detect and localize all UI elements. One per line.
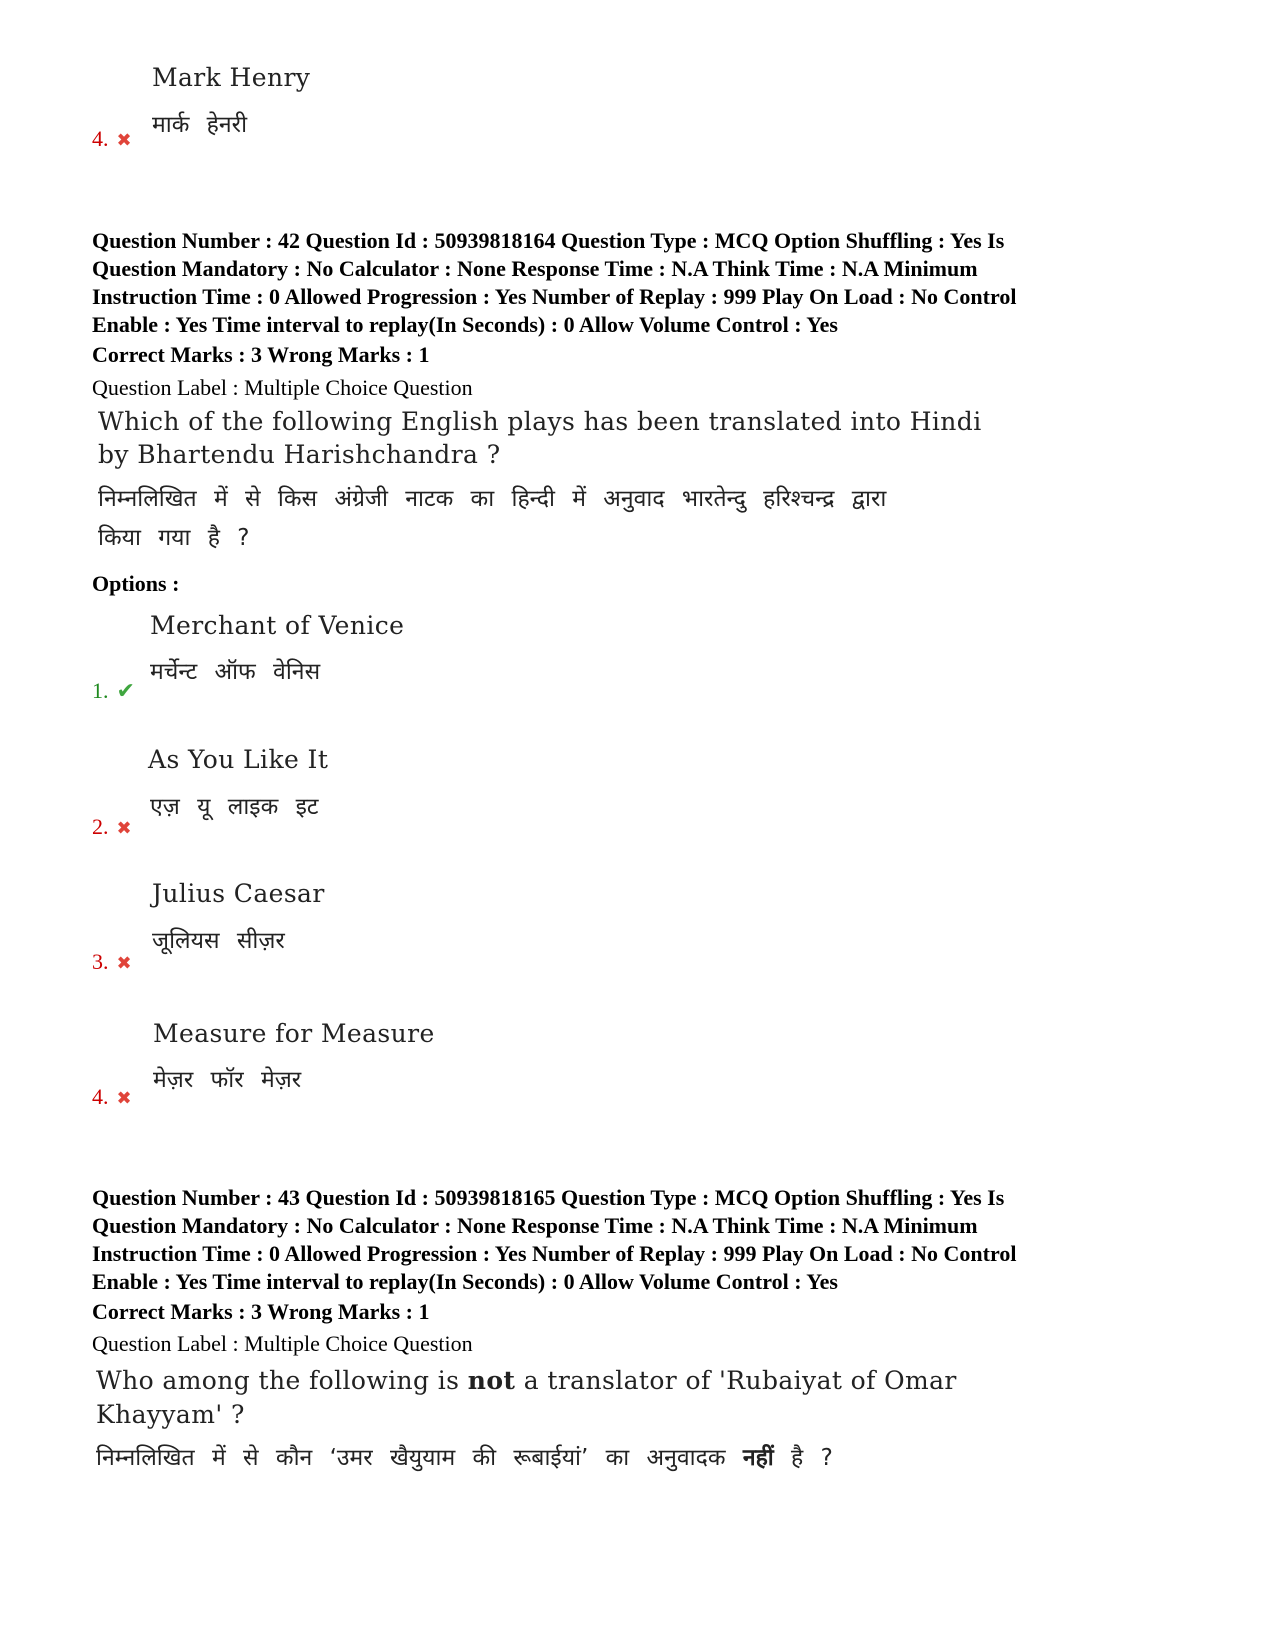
meta-line: Question Number : 42 Question Id : 50939818164 Question Type : MCQ Option Shuffling : Yes Is — [92, 228, 1005, 253]
question-42-text-hi-line1: निम्नलिखित में से किस अंग्रेजी नाटक का हिन्दी में अनुवाद भारतेन्दु हरिश्चन्द्र द्वारा — [98, 486, 887, 512]
option-number: 4. — [92, 1084, 109, 1109]
question-42-text-hi-line2: किया गया है ? — [98, 525, 250, 551]
text-part: है ? — [773, 1445, 833, 1471]
meta-line: Question Number : 43 Question Id : 50939818165 Question Type : MCQ Option Shuffling : Yes Is — [92, 1185, 1005, 1210]
question-42-label: Question Label : Multiple Choice Question — [92, 375, 473, 400]
cross-icon: ✖ — [116, 1088, 132, 1109]
option-2-hindi: एज़ यू लाइक इट — [150, 794, 319, 820]
text-part: a translator of 'Rubaiyat of Omar — [515, 1366, 957, 1395]
prev-option-4-hindi: मार्क हेनरी — [152, 112, 248, 138]
cross-icon: ✖ — [116, 818, 132, 839]
option-4-english: Measure for Measure — [153, 1019, 435, 1048]
emphasis-nahin: नहीं — [742, 1445, 774, 1471]
option-2-marker — [92, 814, 132, 840]
option-1-english: Merchant of Venice — [150, 611, 405, 640]
meta-line: Enable : Yes Time interval to replay(In Seconds) : 0 Allow Volume Control : Yes — [92, 312, 838, 337]
question-43-text-hi — [96, 1443, 833, 1473]
options-heading: Options : — [92, 571, 180, 596]
option-4-hindi: मेज़र फॉर मेज़र — [153, 1067, 302, 1093]
cross-icon: ✖ — [116, 130, 132, 151]
question-42-text-en-line1: Which of the following English plays has been translated into Hindi — [98, 407, 982, 436]
option-1-hindi: मर्चेन्ट ऑफ वेनिस — [150, 659, 321, 685]
option-2-english: As You Like It — [148, 745, 329, 774]
question-43-label: Question Label : Multiple Choice Question — [92, 1331, 473, 1356]
meta-line: Question Mandatory : No Calculator : None Response Time : N.A Think Time : N.A Minimum — [92, 256, 978, 281]
question-43-text-en-line2: Khayyam' ? — [96, 1400, 245, 1429]
option-4-marker — [92, 1084, 132, 1110]
question-43-marks: Correct Marks : 3 Wrong Marks : 1 — [92, 1299, 430, 1324]
option-3-marker — [92, 949, 132, 975]
meta-line: Question Mandatory : No Calculator : None Response Time : N.A Think Time : N.A Minimum — [92, 1213, 978, 1238]
option-number: 4. — [92, 126, 109, 151]
option-number: 1. — [92, 678, 109, 703]
option-number: 2. — [92, 814, 109, 839]
check-icon: ✔ — [116, 679, 135, 704]
prev-option-4-marker — [92, 126, 132, 152]
option-number: 3. — [92, 949, 109, 974]
meta-line: Enable : Yes Time interval to replay(In Seconds) : 0 Allow Volume Control : Yes — [92, 1269, 838, 1294]
text-part: निम्नलिखित में से कौन ‘उमर खैयुयाम की रूबाईयां’ का अनुवादक — [96, 1445, 743, 1471]
option-3-english: Julius Caesar — [152, 879, 325, 908]
question-42-metadata — [92, 227, 1016, 339]
question-42-text-en-line2: by Bhartendu Harishchandra ? — [98, 440, 501, 469]
text-part: Who among the following is — [96, 1366, 468, 1395]
question-43-text-en-line1 — [96, 1364, 957, 1398]
option-3-hindi: जूलियस सीज़र — [152, 928, 285, 954]
question-43-metadata — [92, 1184, 1016, 1296]
emphasis-not: not — [467, 1366, 516, 1395]
prev-option-4-english: Mark Henry — [152, 63, 311, 92]
meta-line: Instruction Time : 0 Allowed Progression : Yes Number of Replay : 999 Play On Load : No Control — [92, 284, 1017, 309]
option-1-marker — [92, 678, 135, 704]
cross-icon: ✖ — [116, 953, 132, 974]
question-42-marks: Correct Marks : 3 Wrong Marks : 1 — [92, 342, 430, 367]
meta-line: Instruction Time : 0 Allowed Progression : Yes Number of Replay : 999 Play On Load : No Control — [92, 1241, 1017, 1266]
